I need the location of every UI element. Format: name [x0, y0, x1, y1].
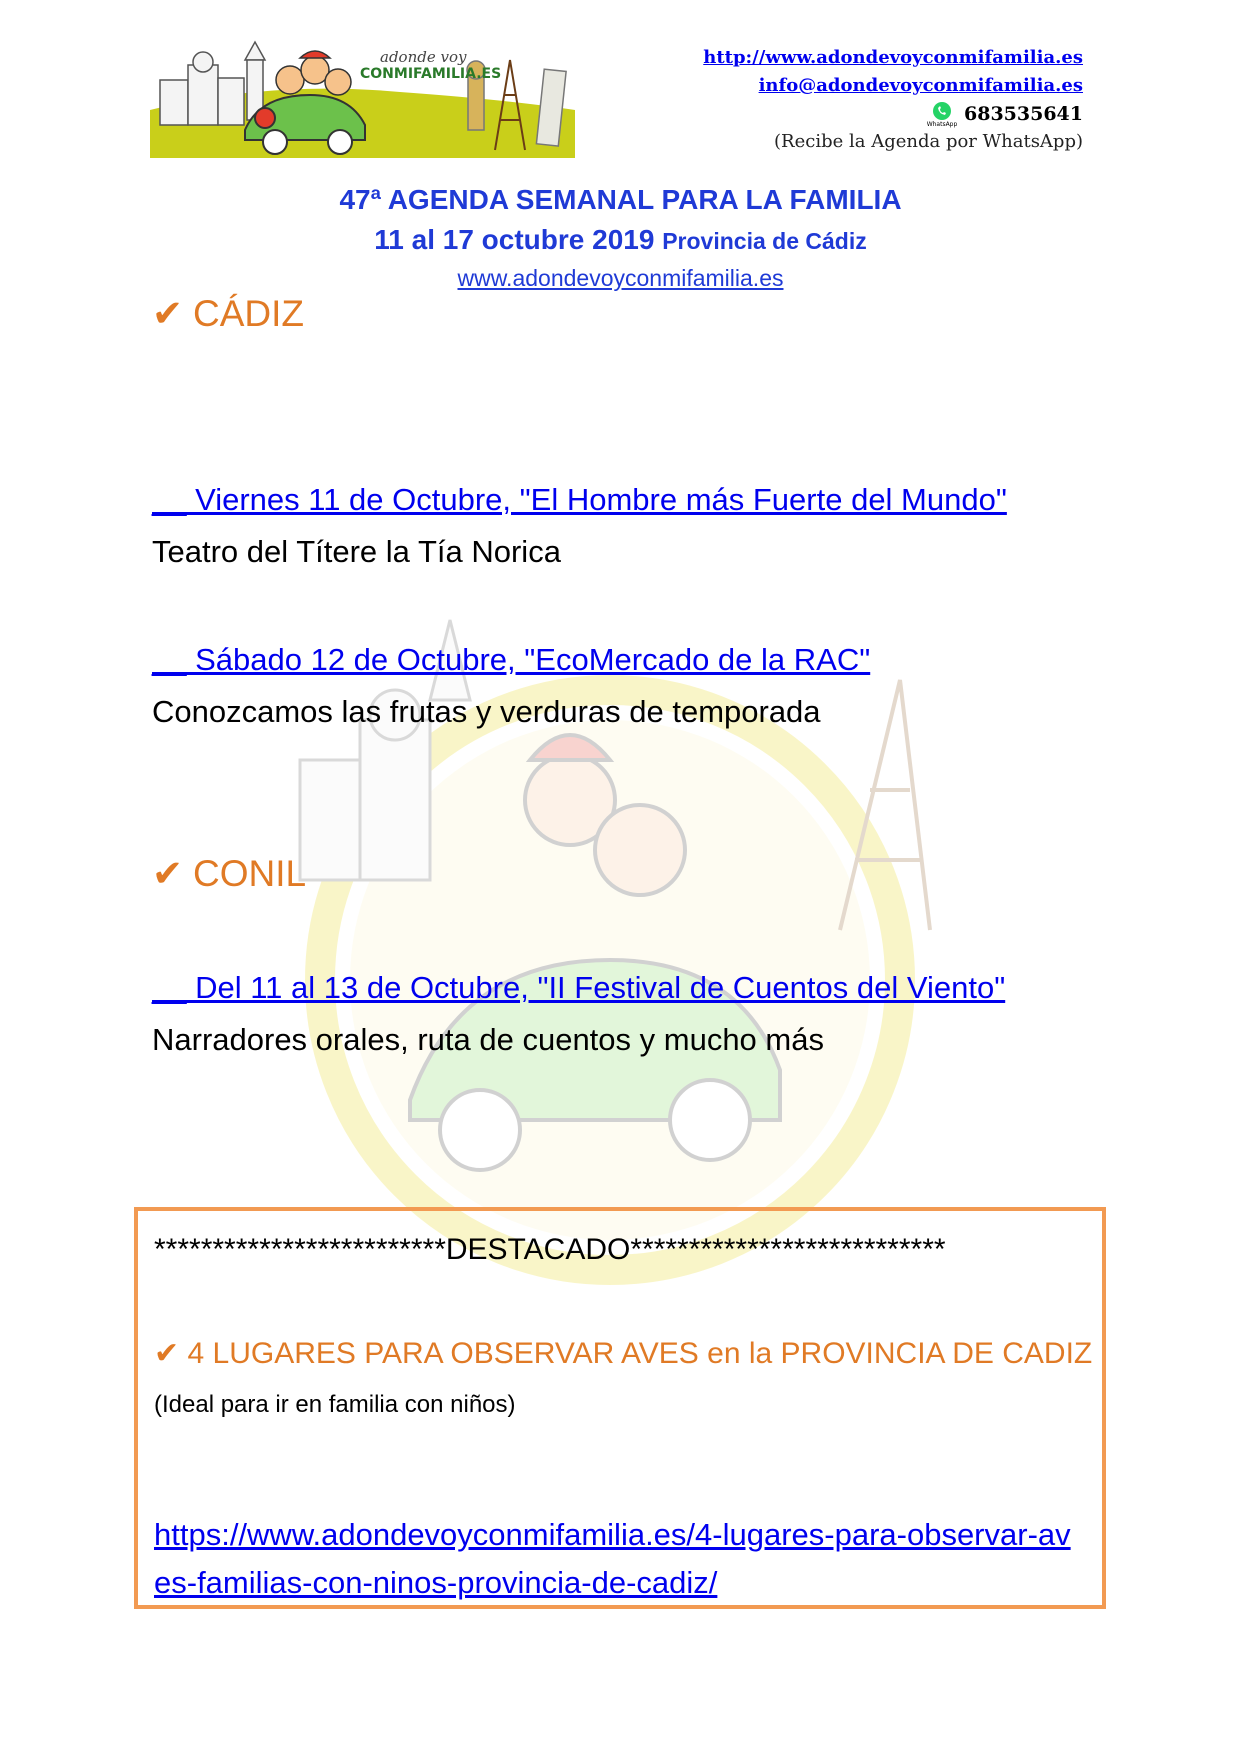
featured-box: [134, 1207, 1106, 1609]
contact-block: [703, 44, 1083, 156]
event-description: Conozcamos las frutas y verduras de temporada: [152, 694, 821, 729]
event-description: Narradores orales, ruta de cuentos y mucho más: [152, 1022, 824, 1057]
website-link[interactable]: http://www.adondevoyconmifamilia.es: [703, 47, 1083, 68]
event-link[interactable]: __ Sábado 12 de Octubre, "EcoMercado de la RAC": [152, 642, 871, 677]
featured-subtitle: (Ideal para ir en familia con niños): [154, 1391, 516, 1418]
featured-link[interactable]: https://www.adondevoyconmifamilia.es/4-lugares-para-observar-aves-familias-con-ninos-provincia-de-cadiz/: [154, 1517, 1071, 1600]
whatsapp-note: (Recibe la Agenda por WhatsApp): [774, 131, 1083, 152]
event-link[interactable]: __ Viernes 11 de Octubre, "El Hombre más Fuerte del Mundo": [152, 482, 1007, 517]
agenda-province: Provincia de Cádiz: [662, 228, 867, 254]
svg-text:CONMIFAMILIA.ES: CONMIFAMILIA.ES: [360, 66, 502, 82]
agenda-date-range: 11 al 17 octubre 2019: [374, 224, 655, 255]
svg-text:WhatsApp: WhatsApp: [926, 121, 958, 128]
check-icon: ✔: [154, 1337, 180, 1370]
whatsapp-icon: [926, 101, 958, 128]
check-icon: ✔: [152, 853, 184, 894]
svg-text:adonde voy: adonde voy: [380, 48, 467, 66]
whatsapp-phone: 683535641: [964, 103, 1083, 125]
agenda-dates: [0, 220, 1241, 261]
featured-heading: ✔ 4 LUGARES PARA OBSERVAR AVES en la PROVINCIA DE CADIZ: [154, 1337, 1093, 1370]
event-link[interactable]: __ Del 11 al 13 de Octubre, "II Festival de Cuentos del Viento": [152, 970, 1006, 1005]
logo-illustration: [150, 40, 575, 158]
check-icon: ✔: [152, 293, 184, 334]
email-link[interactable]: info@adondevoyconmifamilia.es: [758, 75, 1083, 96]
event-description: Teatro del Títere la Tía Norica: [152, 534, 561, 569]
agenda-website-link[interactable]: www.adondevoyconmifamilia.es: [457, 265, 784, 291]
agenda-title-block: [0, 180, 1241, 295]
featured-banner: *************************DESTACADO***************************: [154, 1233, 946, 1266]
section-heading-cadiz: ✔ CÁDIZ: [152, 293, 305, 334]
agenda-title: 47ª AGENDA SEMANAL PARA LA FAMILIA: [339, 184, 902, 215]
site-logo[interactable]: [150, 40, 575, 158]
section-heading-conil: ✔ CONIL: [152, 853, 307, 894]
